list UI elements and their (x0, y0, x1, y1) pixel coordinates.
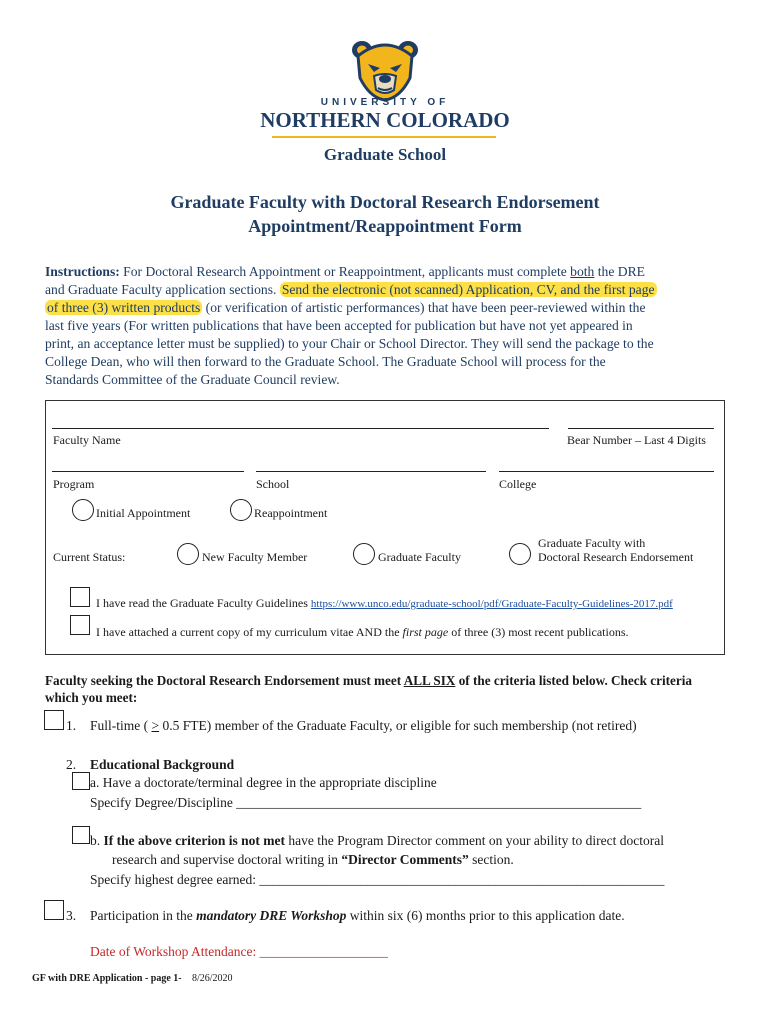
program-field[interactable] (52, 471, 244, 472)
criterion-2a-specify[interactable]: Specify Degree/Discipline ____________________________________________________________ (90, 795, 642, 810)
criterion-3-part: within six (6) months prior to this application date. (346, 908, 625, 923)
criteria-intro (45, 672, 735, 706)
graduate-faculty-label: Graduate Faculty (378, 550, 461, 564)
ucb-bear-logo (350, 38, 420, 102)
attached-cv-text: of three (3) most recent publications. (448, 625, 629, 639)
criterion-2a-text: a. Have a doctorate/terminal degree in the appropriate discipline (90, 775, 437, 790)
read-guidelines-text: I have read the Graduate Faculty Guidelines (96, 596, 311, 610)
attached-cv-text: I have attached a current copy of my curriculum vitae AND the (96, 625, 403, 639)
form-title-line2: Appointment/Reappointment Form (248, 216, 522, 236)
criteria-intro-text: which you meet: (45, 690, 138, 705)
criterion-3-checkbox[interactable] (44, 900, 64, 920)
reappointment-radio[interactable] (230, 499, 252, 521)
director-comments-ref: “Director Comments” (341, 852, 469, 867)
criterion-1-text (90, 718, 637, 734)
instructions-text: For Doctoral Research Appointment or Reappointment, applicants must complete (119, 264, 571, 279)
graduate-school-text: Graduate School (323, 145, 447, 164)
criterion-1-part: Full-time ( (90, 718, 152, 733)
criterion-2b-text (90, 833, 664, 849)
bear-icon (350, 38, 420, 102)
footer-page-label: GF with DRE Application - page 1- (32, 973, 182, 984)
criterion-2b-bold: If the above criterion is not met (103, 833, 285, 848)
read-guidelines-checkbox[interactable] (70, 587, 90, 607)
criterion-1-part: 0.5 FTE) member of the Graduate Faculty, or eligible for such membership (not retired) (159, 718, 637, 733)
instructions (45, 263, 735, 389)
bear-number-label: Bear Number – Last 4 Digits (567, 433, 706, 447)
initial-appointment-label: Initial Appointment (96, 506, 191, 520)
attached-cv-statement (96, 625, 629, 640)
criterion-1-num: 1. (66, 718, 77, 733)
gf-dre-radio[interactable] (509, 543, 531, 565)
reappointment-label: Reappointment (254, 506, 328, 520)
graduate-faculty-radio[interactable] (353, 543, 375, 565)
criterion-3-text (90, 908, 625, 924)
instructions-text: last five years (For written publications that have been accepted for publication but have not yet appeared in (45, 318, 633, 333)
criterion-2-num: 2. (66, 757, 77, 772)
criterion-3-num: 3. (66, 908, 77, 923)
initial-appointment-radio[interactable] (72, 499, 94, 521)
current-status-label: Current Status: (53, 550, 126, 564)
criteria-intro-text: of the criteria listed below. Check criteria (455, 673, 692, 688)
criterion-2a-checkbox[interactable] (72, 772, 90, 790)
college-label: College (499, 477, 537, 491)
faculty-name-field[interactable] (52, 428, 549, 429)
gf-dre-label-2: Doctoral Research Endorsement (538, 550, 694, 564)
criterion-1-checkbox[interactable] (44, 710, 64, 730)
criterion-2-title: Educational Background (90, 757, 235, 772)
gf-dre-label-1: Graduate Faculty with (538, 536, 646, 550)
highlighted-text: Send the electronic (not scanned) Application, CV, and the first page (281, 282, 655, 297)
program-label: Program (53, 477, 95, 491)
criterion-2b-part: b. (90, 833, 104, 848)
form-title-line1: Graduate Faculty with Doctoral Research Endorsement (170, 192, 600, 212)
new-faculty-radio[interactable] (177, 543, 199, 565)
instructions-text: (or verification of artistic performances) that have been peer-reviewed within the (205, 300, 646, 315)
attached-cv-checkbox[interactable] (70, 615, 90, 635)
northern-colorado-text: NORTHERN COLORADO (260, 108, 510, 132)
criterion-2b-part: have the Program Director comment on your ability to direct doctoral (284, 833, 664, 848)
criterion-2b-part: research and supervise doctoral writing in (112, 852, 342, 867)
school-field[interactable] (256, 471, 486, 472)
instructions-text: print, an acceptance letter must be supplied) to your Chair or School Director. They will send the package to the (45, 336, 654, 351)
college-field[interactable] (499, 471, 714, 472)
instructions-text: the DRE (594, 264, 645, 279)
instructions-text: and Graduate Faculty application sections. (45, 282, 277, 297)
criterion-2b-part: section. (468, 852, 514, 867)
instructions-text: Standards Committee of the Graduate Council review. (45, 372, 340, 387)
guidelines-link[interactable]: https://www.unco.edu/graduate-school/pdf/Graduate-Faculty-Guidelines-2017.pdf (310, 598, 673, 610)
criterion-1-ge: > (151, 718, 160, 733)
criteria-intro-text: Faculty seeking the Doctoral Research Endorsement must meet (45, 673, 404, 688)
criterion-2b-specify[interactable]: Specify highest degree earned: ____________________________________________________________ (90, 872, 665, 887)
footer-date: 8/26/2020 (192, 973, 233, 984)
instructions-text: College Dean, who will then forward to the Graduate School. The Graduate School will process for the (45, 354, 606, 369)
highlighted-text: of three (3) written products (47, 300, 201, 315)
dre-workshop-ref: mandatory DRE Workshop (196, 908, 347, 923)
criterion-2b-line2 (112, 852, 514, 868)
university-of-text: UNIVERSITY OF (320, 97, 450, 108)
read-guidelines-statement (96, 596, 673, 611)
logo-gold-rule (272, 136, 496, 138)
new-faculty-label: New Faculty Member (202, 550, 308, 564)
instructions-both: both (570, 264, 595, 279)
criterion-2b-checkbox[interactable] (72, 826, 90, 844)
workshop-date-field[interactable]: Date of Workshop Attendance: ___________________ (90, 944, 388, 959)
faculty-name-label: Faculty Name (53, 433, 121, 447)
school-label: School (256, 477, 290, 491)
criterion-3-part: Participation in the (90, 908, 197, 923)
bear-number-field[interactable] (568, 428, 714, 429)
attached-cv-first-page: first page (402, 625, 449, 639)
criteria-all-six: ALL SIX (403, 673, 456, 688)
instructions-label: Instructions: (45, 264, 120, 279)
